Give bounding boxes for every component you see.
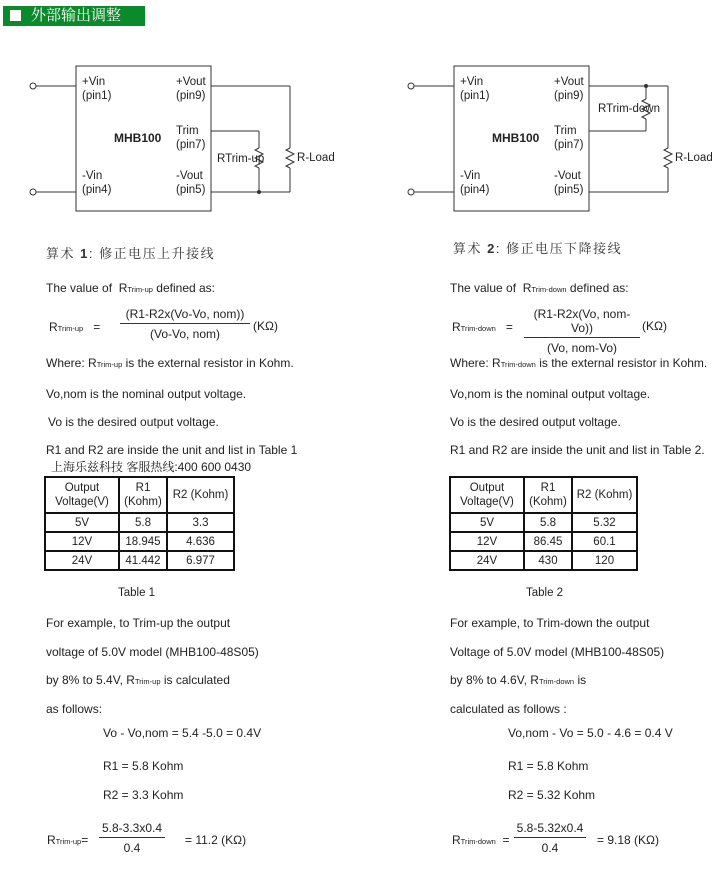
table-cell: 5.8 [524,513,572,532]
example-line-4: as follows: [46,702,103,716]
table-row [450,551,637,570]
r-trim-up-label: RTrim-up [217,153,265,165]
table-cell: 24V [45,551,119,570]
example-line-2: voltage of 5.0V model (MHB100-48S05) [46,645,259,659]
result-value: = 9.18 (KΩ) [597,833,659,847]
table-cell: 12V [450,532,524,551]
result-fraction: $\frac{5.8-5.32x0.4}{0.4}$ [514,821,586,855]
vout-pos-pin: (pin9) [554,90,584,102]
trim-pin: (pin7) [554,139,584,151]
table-header-row [450,477,637,513]
vout-pos-label: +Vout [554,76,584,88]
table-header-cell: Output Voltage(V) [450,477,524,513]
r-load-resistor [286,148,294,168]
vonom-line: Vo,nom is the nominal output voltage. [450,387,651,401]
vin-pos-pin: (pin1) [82,90,112,102]
table-header-cell: R2 (Kohm) [572,477,637,513]
table-cell: 4.636 [167,532,234,551]
where-line: Where: RTrim-up is the external resistor in Kohm. [46,356,294,370]
method-heading: 算术 2: 修正电压下降接线 [453,241,623,256]
input-terminal-neg [408,189,414,195]
table-caption: Table 1 [118,587,156,599]
table-cell: 120 [572,551,637,570]
example-line-3: by 8% to 4.6V, RTrim-down is [450,673,587,687]
table-cell: 5.8 [119,513,167,532]
table-row [45,551,234,570]
result-value: = 11.2 (KΩ) [185,833,247,847]
input-terminal-pos [30,83,36,89]
calc-line-2: R1 = 5.8 Kohm [103,759,184,773]
table-cell: 41.442 [119,551,167,570]
example-line-3: by 8% to 5.4V, RTrim-up is calculated [46,673,230,687]
table-caption: Table 2 [526,587,564,599]
calc-line-1: Vo,nom - Vo = 5.0 - 4.6 = 0.4 V [508,726,673,740]
trim-label: Trim [176,125,199,137]
table-cell: 5V [450,513,524,532]
input-terminal-neg [30,189,36,195]
r-load-label: R-Load [675,152,713,164]
vin-pos-pin: (pin1) [460,90,490,102]
table-header-cell: R2 (Kohm) [167,477,234,513]
vo-line: Vo is the desired output voltage. [450,415,621,429]
table-cell: 12V [45,532,119,551]
vin-neg-label: -Vin [460,170,481,182]
square-icon [10,10,21,21]
trim-up-formula: (R1-R2x(Vo-Vo, nom)) (Vo-Vo, nom) [120,307,250,341]
formula-unit: (KΩ) [642,319,667,333]
trim-down-circuit-diagram [378,55,717,220]
table-header-row [45,477,234,513]
r-load-label: R-Load [297,152,335,164]
table-row [450,532,637,551]
value-of-line: The value of RTrim-up defined as: [46,281,216,295]
module-name: MHB100 [114,131,162,145]
value-of-line: The value of RTrim-down defined as: [450,281,629,295]
formula-lhs: RTrim-down = [452,320,513,334]
table-cell: 430 [524,551,572,570]
table-row [45,532,234,551]
table-cell: 5.32 [572,513,637,532]
trim-up-circuit-diagram [0,55,340,220]
vin-neg-pin: (pin4) [82,184,112,196]
input-terminal-pos [408,83,414,89]
table-header-cell: R1 (Kohm) [119,477,167,513]
formula-unit: (KΩ) [253,319,278,333]
section-header [3,6,145,26]
table-cell: 3.3 [167,513,234,532]
vout-neg-label: -Vout [176,170,203,182]
where-line: Where: RTrim-down is the external resistor in Kohm. [450,356,708,370]
r1r2-line: R1 and R2 are inside the unit and list in Table 1 [46,443,298,457]
table-cell: 18.945 [119,532,167,551]
calc-line-1: Vo - Vo,nom = 5.4 -5.0 = 0.4V [103,726,262,740]
table-cell: 24V [450,551,524,570]
example-line-1: For example, to Trim-down the output [450,616,650,630]
table-cell: 86.45 [524,532,572,551]
trim-down-formula: (R1-R2x(Vo, nom-Vo)) (Vo, nom-Vo) [524,307,640,355]
result-fraction: $\frac{5.8-3.3x0.4}{0.4}$ [99,821,165,855]
table-2 [449,476,638,571]
vout-neg-pin: (pin5) [554,184,584,196]
vin-pos-label: +Vin [82,76,106,88]
module-name: MHB100 [492,131,540,145]
r-trim-down-label: RTrim-down [598,103,660,115]
method-heading: 算术 1: 修正电压上升接线 [46,246,216,261]
r-load-resistor [664,148,672,168]
table-cell: 5V [45,513,119,532]
calc-line-2: R1 = 5.8 Kohm [508,759,589,773]
formula-lhs: RTrim-up = [49,320,101,334]
vout-neg-pin: (pin5) [176,184,206,196]
trim-label: Trim [554,125,577,137]
vout-pos-label: +Vout [176,76,206,88]
table-row [45,513,234,532]
table-header-cell: R1 (Kohm) [524,477,572,513]
result-lhs: RTrim-down = [452,833,510,847]
section-title: 外部输出调整 [31,7,122,24]
calc-line-3: R2 = 3.3 Kohm [103,788,184,802]
trim-pin: (pin7) [176,139,206,151]
example-line-4: calculated as follows : [450,702,567,716]
example-line-1: For example, to Trim-up the output [46,616,231,630]
table-row [450,513,637,532]
vin-pos-label: +Vin [460,76,484,88]
table-cell: 60.1 [572,532,637,551]
table-1 [44,476,235,571]
calc-line-3: R2 = 5.32 Kohm [508,788,596,802]
example-line-2: Voltage of 5.0V model (MHB100-48S05) [450,645,665,659]
vin-neg-pin: (pin4) [460,184,490,196]
vin-neg-label: -Vin [82,170,103,182]
table-cell: 6.977 [167,551,234,570]
r1r2-line: R1 and R2 are inside the unit and list in Table 2. [450,443,705,457]
result-lhs: RTrim-up= [47,833,89,847]
vout-pos-pin: (pin9) [176,90,206,102]
vonom-line: Vo,nom is the nominal output voltage. [46,387,247,401]
vo-line: Vo is the desired output voltage. [48,415,219,429]
hotline-text: 上海乐兹科技 客服热线:400 600 0430 [51,460,252,474]
table-header-cell: Output Voltage(V) [45,477,119,513]
vout-neg-label: -Vout [554,170,581,182]
